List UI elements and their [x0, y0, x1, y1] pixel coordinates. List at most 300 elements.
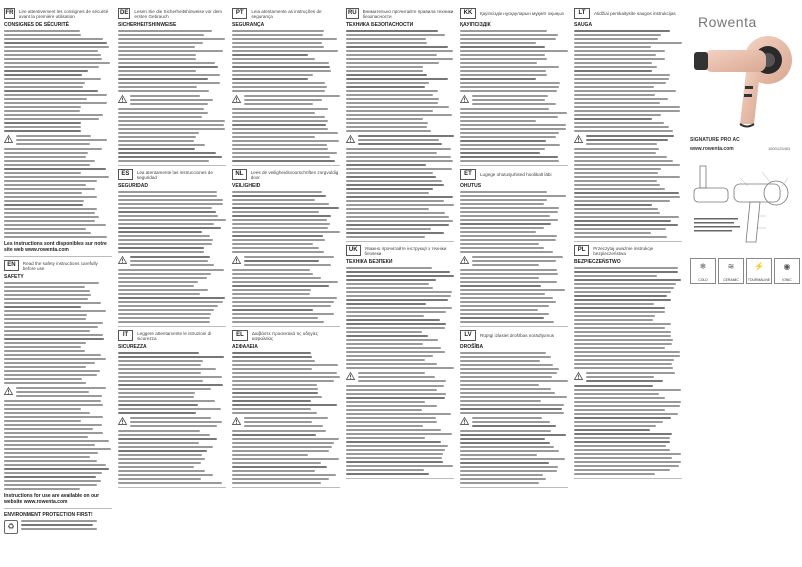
text-line	[574, 393, 659, 395]
text-line	[574, 311, 665, 313]
text-line	[118, 281, 198, 283]
text-line	[346, 279, 436, 281]
text-block	[460, 30, 568, 92]
text-line	[346, 287, 433, 289]
text-line	[460, 454, 537, 456]
text-line	[574, 172, 658, 174]
warning-icon	[4, 135, 13, 143]
text-line	[4, 424, 102, 426]
text-line	[574, 421, 663, 423]
text-line	[346, 224, 449, 226]
text-line	[574, 66, 657, 68]
text-block	[232, 352, 340, 414]
text-line	[574, 461, 681, 463]
text-line	[346, 397, 445, 399]
text-line	[460, 215, 550, 217]
text-line	[118, 412, 196, 414]
text-line	[4, 488, 80, 490]
text-line	[232, 128, 328, 130]
text-line	[574, 413, 678, 415]
text-line	[118, 219, 226, 221]
text-line	[232, 462, 321, 464]
text-line	[574, 433, 672, 435]
text-line	[346, 152, 437, 154]
text-line	[574, 156, 667, 158]
feature-label: COLD	[698, 278, 708, 282]
warning-note	[118, 256, 226, 266]
language-header	[232, 8, 340, 19]
text-line	[574, 437, 670, 439]
text-line	[232, 132, 338, 134]
text-line	[232, 239, 325, 241]
divider	[118, 487, 226, 488]
text-line	[574, 457, 672, 459]
warning-note	[574, 135, 682, 145]
text-line	[460, 156, 558, 158]
text-line	[232, 360, 315, 362]
language-title: Lugege ohutusjuhised hoolikalt läbi	[480, 172, 552, 177]
text-line	[346, 74, 427, 76]
language-header	[460, 169, 568, 180]
language-title: Lire attentivement les consignes de sécurité avant la première utilisation	[18, 8, 109, 19]
text-line	[346, 307, 452, 309]
text-line	[460, 120, 536, 122]
text-line	[460, 148, 545, 150]
text-block	[346, 385, 454, 475]
text-line	[574, 118, 652, 120]
text-line	[4, 82, 85, 84]
text-line	[232, 116, 325, 118]
text-line	[346, 405, 437, 407]
text-line	[118, 50, 223, 52]
text-line	[346, 90, 438, 92]
text-line	[574, 449, 670, 451]
text-line	[4, 464, 106, 466]
text-line	[118, 474, 213, 476]
section-title: SAFETY	[4, 274, 24, 280]
text-line	[346, 130, 431, 132]
text-line	[586, 135, 674, 137]
divider	[4, 508, 112, 509]
text-line	[118, 466, 194, 468]
text-line	[460, 227, 544, 229]
text-line	[574, 279, 681, 281]
text-block	[346, 267, 454, 369]
language-code: UK	[346, 245, 361, 256]
text-line	[460, 132, 559, 134]
text-line	[118, 46, 195, 48]
tourmaline-icon: ⚡	[754, 262, 764, 271]
text-line	[4, 98, 87, 100]
text-line	[118, 136, 196, 138]
text-block	[118, 430, 226, 484]
text-line	[346, 389, 437, 391]
text-block	[232, 30, 340, 92]
text-line	[4, 86, 83, 88]
text-line	[574, 275, 657, 277]
text-line	[346, 421, 437, 423]
text-line	[4, 452, 98, 454]
text-line	[574, 216, 679, 218]
text-line	[346, 54, 437, 56]
text-line	[460, 482, 539, 484]
text-line	[232, 396, 322, 398]
text-line	[460, 203, 544, 205]
text-line	[460, 140, 546, 142]
text-line	[232, 392, 318, 394]
text-line	[118, 372, 201, 374]
text-line	[346, 311, 446, 313]
text-line	[460, 438, 545, 440]
text-line	[232, 108, 328, 110]
language-title: Lesen Sie die Sicherheitshinweise vor dem ersten Gebrauch	[134, 8, 223, 19]
text-line	[460, 368, 559, 370]
text-line	[346, 315, 424, 317]
text-line	[460, 78, 536, 80]
warning-note	[232, 95, 340, 105]
language-header	[460, 8, 568, 19]
text-line	[118, 215, 218, 217]
section-title: ΑΣΦΑΛΕΙΑ	[232, 344, 258, 350]
text-line	[118, 396, 194, 398]
text-line	[346, 164, 426, 166]
text-line	[118, 160, 209, 162]
text-line	[574, 46, 651, 48]
text-line	[346, 343, 423, 345]
text-line	[574, 78, 669, 80]
warning-icon	[118, 95, 127, 103]
text-block	[118, 30, 226, 92]
text-line	[574, 82, 666, 84]
text-line	[346, 216, 449, 218]
text-line	[460, 251, 553, 253]
section-title: BEZPIECZEŃSTWO	[574, 259, 621, 265]
text-line	[574, 94, 655, 96]
text-block	[358, 372, 454, 382]
text-line	[346, 160, 453, 162]
text-line	[574, 90, 676, 92]
text-line	[244, 425, 323, 427]
text-line	[4, 78, 101, 80]
warning-icon	[346, 372, 355, 380]
text-line	[4, 156, 86, 158]
text-line	[574, 58, 665, 60]
text-line	[232, 247, 319, 249]
text-line	[4, 338, 104, 340]
text-line	[460, 152, 540, 154]
text-line	[460, 30, 547, 32]
warning-note	[460, 95, 568, 105]
text-line	[4, 294, 91, 296]
text-line	[232, 231, 340, 233]
text-line	[244, 264, 331, 266]
text-line	[460, 430, 551, 432]
text-line	[460, 191, 547, 193]
text-line	[4, 342, 86, 344]
text-line	[4, 106, 81, 108]
text-line	[346, 106, 449, 108]
text-line	[574, 208, 658, 210]
text-line	[358, 135, 454, 137]
divider	[118, 165, 226, 166]
text-line	[4, 184, 86, 186]
text-line	[4, 62, 110, 64]
text-line	[232, 466, 327, 468]
text-line	[346, 192, 429, 194]
text-line	[118, 430, 200, 432]
text-line	[118, 140, 194, 142]
ionic-icon: ◉	[783, 262, 791, 271]
warning-icon	[232, 417, 241, 425]
text-line	[118, 74, 220, 76]
text-column	[4, 6, 112, 562]
text-line	[118, 470, 205, 472]
text-line	[574, 236, 667, 238]
text-line	[346, 220, 453, 222]
text-line	[574, 453, 681, 455]
text-line	[460, 392, 555, 394]
text-line	[346, 70, 423, 72]
text-line	[346, 102, 438, 104]
text-line	[346, 126, 427, 128]
text-line	[4, 176, 109, 178]
text-line	[346, 473, 429, 475]
text-line	[130, 260, 208, 262]
text-line	[232, 408, 311, 410]
text-line	[460, 360, 540, 362]
text-line	[232, 438, 339, 440]
text-line	[346, 409, 422, 411]
text-line	[4, 468, 109, 470]
text-line	[460, 160, 559, 162]
brand-logo: Rowenta	[698, 14, 757, 30]
text-line	[4, 350, 85, 352]
text-line	[586, 143, 657, 145]
text-line	[346, 347, 441, 349]
text-line	[574, 417, 671, 419]
warning-note	[232, 256, 340, 266]
text-line	[4, 232, 91, 234]
text-line	[574, 212, 660, 214]
text-line	[118, 454, 202, 456]
language-title: Уважно прочитайте інструкції з техніки безпеки	[364, 245, 447, 256]
text-line	[574, 473, 655, 475]
text-line	[232, 199, 315, 201]
text-line	[460, 243, 539, 245]
text-line	[4, 358, 106, 360]
text-line	[232, 317, 318, 319]
text-line	[232, 458, 339, 460]
text-line	[118, 247, 204, 249]
text-line	[574, 38, 658, 40]
text-line	[232, 364, 338, 366]
text-line	[346, 335, 428, 337]
text-line	[4, 46, 109, 48]
text-line	[232, 454, 308, 456]
divider	[346, 478, 454, 479]
language-header	[346, 8, 454, 19]
language-header	[460, 330, 568, 341]
text-block	[118, 191, 226, 253]
text-line	[346, 449, 445, 451]
text-line	[232, 293, 310, 295]
instructions-note: Les instructions sont disponibles sur notre site web www.rowenta.com	[4, 241, 107, 253]
text-line	[4, 42, 107, 44]
text-line	[574, 441, 670, 443]
text-line	[574, 303, 654, 305]
text-line	[232, 62, 329, 64]
text-line	[118, 380, 203, 382]
warning-note	[118, 95, 226, 105]
text-line	[232, 470, 315, 472]
text-line	[232, 301, 334, 303]
section-title: ТЕХНИКА БЕЗОПАСНОСТИ	[346, 22, 414, 28]
text-line	[118, 251, 204, 253]
text-line	[574, 343, 672, 345]
language-code: NL	[232, 169, 247, 180]
text-line	[358, 372, 425, 374]
text-line	[574, 267, 678, 269]
text-line	[346, 58, 453, 60]
text-line	[118, 446, 213, 448]
text-line	[232, 215, 331, 217]
text-line	[574, 299, 671, 301]
text-line	[232, 289, 311, 291]
text-line	[460, 38, 556, 40]
text-line	[118, 70, 196, 72]
text-line	[460, 309, 538, 311]
text-line	[232, 82, 325, 84]
text-block	[472, 417, 568, 427]
text-line	[346, 38, 426, 40]
text-line	[574, 54, 656, 56]
text-line	[244, 421, 312, 423]
feature-label: TOURMALINE	[747, 278, 771, 282]
text-line	[232, 30, 324, 32]
divider	[232, 165, 340, 166]
text-line	[574, 351, 680, 353]
text-line	[232, 160, 335, 162]
text-line	[346, 299, 448, 301]
text-line	[574, 152, 656, 154]
text-line	[232, 412, 317, 414]
text-line	[232, 474, 336, 476]
text-line	[232, 58, 315, 60]
text-line	[4, 416, 103, 418]
text-line	[460, 219, 558, 221]
text-line	[118, 309, 214, 311]
text-line	[574, 106, 680, 108]
text-line	[460, 34, 558, 36]
text-line	[472, 260, 556, 262]
text-line	[574, 176, 680, 178]
language-title: Қауіпсіздік нұсқауларын мұқият оқыңыз	[480, 11, 564, 16]
text-line	[346, 429, 441, 431]
text-line	[346, 465, 453, 467]
text-line	[346, 78, 448, 80]
text-line	[574, 42, 682, 44]
text-line	[118, 438, 217, 440]
text-line	[130, 256, 210, 258]
text-line	[232, 372, 337, 374]
text-line	[346, 94, 433, 96]
text-line	[346, 196, 453, 198]
text-line	[16, 387, 106, 389]
text-line	[118, 482, 222, 484]
warning-icon	[460, 256, 469, 264]
feature-label: IONIC	[782, 278, 792, 282]
text-line	[232, 450, 329, 452]
feature-icon-ionic	[774, 258, 800, 284]
text-line	[346, 437, 425, 439]
text-line	[232, 478, 329, 480]
section-title: ТЕХНІКА БЕЗПЕКИ	[346, 259, 393, 265]
text-line	[574, 34, 661, 36]
text-line	[574, 429, 650, 431]
text-line	[4, 110, 80, 112]
text-line	[232, 446, 332, 448]
text-line	[16, 135, 91, 137]
text-line	[574, 271, 678, 273]
text-line	[574, 287, 674, 289]
text-line	[460, 450, 559, 452]
text-line	[4, 448, 111, 450]
text-line	[244, 256, 334, 258]
text-line	[574, 425, 656, 427]
text-line	[460, 384, 539, 386]
text-line	[460, 124, 566, 126]
text-line	[118, 235, 210, 237]
feature-label: CERAMIC	[723, 278, 739, 282]
text-line	[118, 313, 211, 315]
text-line	[232, 269, 310, 271]
text-line	[460, 470, 557, 472]
text-line	[574, 86, 654, 88]
text-line	[346, 413, 451, 415]
text-line	[118, 207, 212, 209]
text-line	[460, 442, 550, 444]
text-line	[460, 269, 557, 271]
text-line	[21, 520, 97, 522]
section-title: SICHERHEITSHINWEISE	[118, 22, 177, 28]
text-line	[232, 90, 325, 92]
text-block	[4, 282, 112, 384]
warning-icon	[232, 256, 241, 264]
text-line	[118, 458, 205, 460]
text-line	[358, 139, 439, 141]
text-line	[4, 212, 95, 214]
text-line	[358, 380, 446, 382]
text-line	[460, 116, 558, 118]
text-line	[574, 232, 651, 234]
language-code: EN	[4, 260, 19, 271]
text-line	[346, 204, 454, 206]
text-line	[4, 428, 93, 430]
text-line	[4, 114, 103, 116]
text-line	[118, 285, 194, 287]
text-line	[4, 172, 81, 174]
text-line	[4, 378, 82, 380]
text-line	[232, 297, 337, 299]
text-line	[460, 372, 557, 374]
text-line	[118, 132, 199, 134]
text-line	[232, 380, 334, 382]
text-line	[4, 432, 103, 434]
text-block	[574, 385, 682, 475]
text-line	[232, 434, 316, 436]
text-line	[346, 295, 451, 297]
text-line	[4, 326, 98, 328]
